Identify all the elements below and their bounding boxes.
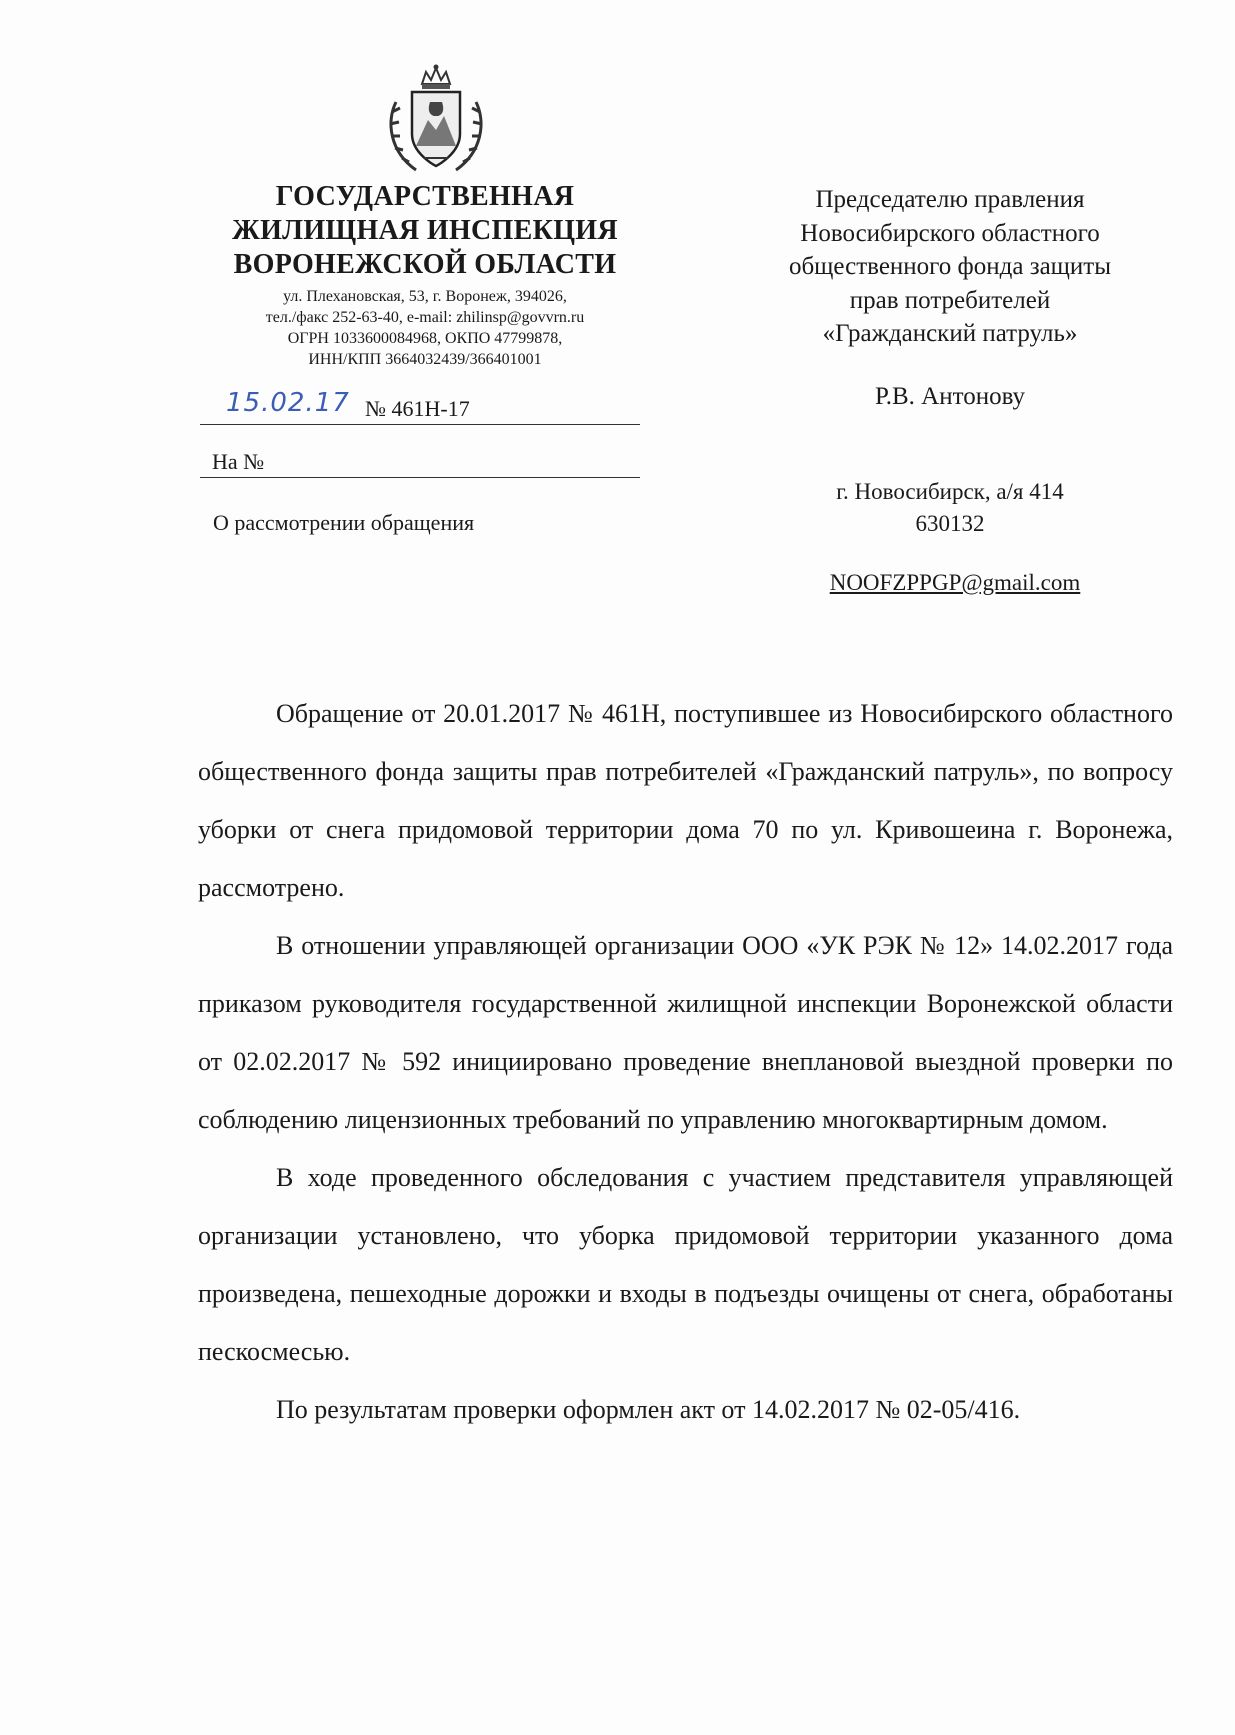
- reference-label: На №: [212, 449, 265, 474]
- org-name-line: ЖИЛИЩНАЯ ИНСПЕКЦИЯ: [232, 215, 618, 246]
- handwritten-date: 15.02.17: [226, 388, 350, 418]
- letter-subject: О рассмотрении обращения: [213, 510, 475, 535]
- reference-number-line: [200, 447, 640, 478]
- address-line: г. Новосибирск, а/я 414: [836, 479, 1064, 504]
- outgoing-number-line: [200, 388, 640, 425]
- addressee-line: прав потребителей: [849, 286, 1051, 314]
- addressee-line: Новосибирского областного: [800, 219, 1100, 247]
- coat-of-arms-icon: [376, 62, 496, 182]
- body-paragraph: В ходе проведенного обследования с участием представителя управляющей организации установлено, что уборка придомовой территории указанного дома произведена, пешеходные дорожки и входы в подъезды очищены от снега, обработаны пескосмесью.: [198, 1163, 1173, 1366]
- org-address: ул. Плехановская, 53, г. Воронеж, 394026,: [283, 288, 567, 305]
- org-name-line: ВОРОНЕЖСКОЙ ОБЛАСТИ: [233, 249, 617, 280]
- body-paragraph: Обращение от 20.01.2017 № 461Н, поступившее из Новосибирского областного общественного фонда защиты прав потребителей «Гражданский патруль», по вопросу уборки от снега придомовой территории дома 70 по ул. Кривошеина г. Воронежа, рассмотрено.: [198, 699, 1173, 902]
- outgoing-number: № 461Н-17: [365, 396, 470, 421]
- org-ogrn: ОГРН 1033600084968, ОКПО 47799878,: [287, 330, 563, 347]
- addressee-line: Председателю правления: [815, 186, 1085, 213]
- org-contacts: тел./факс 252-63-40, e-mail: zhilinsp@govvrn.ru: [265, 309, 585, 326]
- addressee-email[interactable]: NOOFZPPGP@gmail.com: [829, 570, 1081, 595]
- addressee-line: общественного фонда защиты: [788, 253, 1112, 280]
- org-inn: ИНН/КПП 3664032439/366401001: [308, 351, 542, 368]
- addressee-address: [740, 476, 1160, 540]
- addressee-block: [740, 183, 1160, 351]
- sender-organization: [215, 180, 635, 370]
- body-paragraph: По результатам проверки оформлен акт от 14.02.2017 № 02-05/416.: [276, 1395, 1021, 1424]
- addressee-line: «Гражданский патруль»: [822, 320, 1078, 347]
- body-paragraph: В отношении управляющей организации ООО «УК РЭК № 12» 14.02.2017 года приказом руководителя государственной жилищной инспекции Воронежской области от 02.02.2017 № 592 инициировано проведение внеплановой выездной проверки по соблюдению лицензионных требований по управлению многоквартирным домом.: [198, 931, 1173, 1134]
- org-name-line: ГОСУДАРСТВЕННАЯ: [275, 181, 575, 212]
- letter-body: [198, 685, 1173, 1439]
- addressee-name: Р.В. Антонову: [874, 383, 1026, 410]
- org-details: [215, 286, 635, 370]
- postal-code: 630132: [915, 511, 985, 536]
